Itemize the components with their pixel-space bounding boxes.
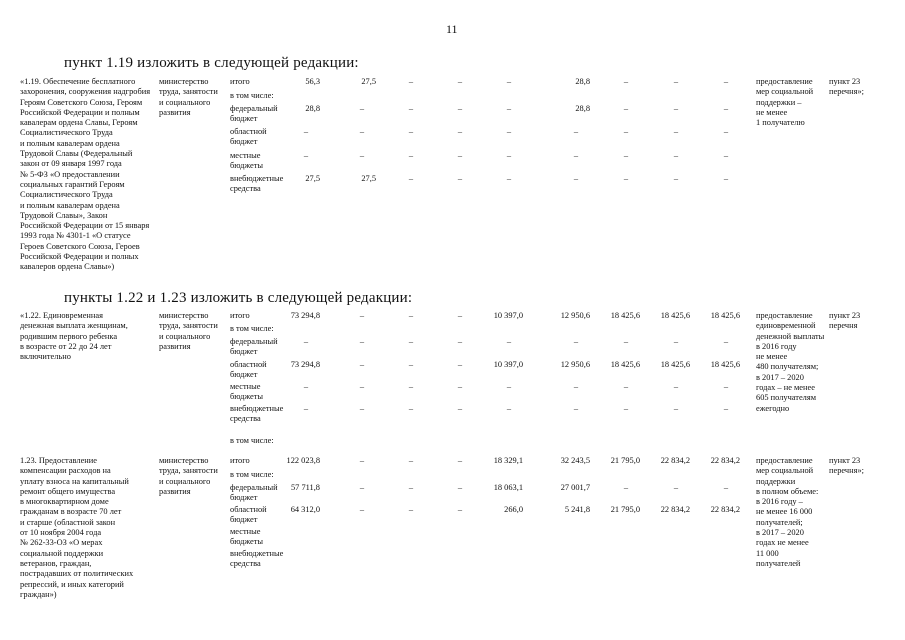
value-cell: – bbox=[506, 151, 512, 160]
value-cell: – bbox=[723, 127, 729, 136]
value-cell: 22 834,2 bbox=[710, 505, 740, 514]
value-cell: – bbox=[723, 337, 729, 346]
source-including: в том числе: bbox=[230, 470, 274, 479]
value-cell: – bbox=[408, 77, 414, 86]
value-cell: 22 834,2 bbox=[660, 456, 690, 465]
value-cell: – bbox=[723, 404, 729, 413]
value-cell: 28,8 bbox=[575, 104, 590, 113]
value-cell: – bbox=[359, 483, 365, 492]
source-federal: федеральный бюджет bbox=[230, 483, 278, 503]
value-cell: – bbox=[573, 337, 579, 346]
value-cell: – bbox=[623, 77, 629, 86]
value-cell: – bbox=[457, 337, 463, 346]
value-cell: – bbox=[408, 456, 414, 465]
value-cell: – bbox=[506, 174, 512, 183]
section-heading-1-19: пункт 1.19 изложить в следующей редакции: bbox=[64, 55, 359, 71]
value-cell: – bbox=[303, 337, 309, 346]
value-cell: – bbox=[408, 174, 414, 183]
value-cell: 27,5 bbox=[305, 174, 320, 183]
value-cell: – bbox=[408, 311, 414, 320]
value-cell: 32 243,5 bbox=[560, 456, 590, 465]
value-cell: – bbox=[623, 151, 629, 160]
expected-result: предоставление мер социальной поддержки в полном объеме: в 2016 году – не менее 16 000 получателей; в 2017 – 2020 годах не менее 11 000 получателей bbox=[756, 456, 819, 568]
source-including-trailing: в том числе: bbox=[230, 436, 274, 445]
value-cell: – bbox=[673, 104, 679, 113]
value-cell: – bbox=[723, 382, 729, 391]
value-cell: – bbox=[623, 483, 629, 492]
value-cell: 5 241,8 bbox=[564, 505, 590, 514]
value-cell: – bbox=[506, 77, 512, 86]
value-cell: – bbox=[673, 404, 679, 413]
value-cell: 18 425,6 bbox=[710, 311, 740, 320]
section-heading-1-22-1-23: пункты 1.22 и 1.23 изложить в следующей редакции: bbox=[64, 290, 413, 306]
value-cell: – bbox=[359, 127, 365, 136]
value-cell: – bbox=[457, 151, 463, 160]
value-cell: – bbox=[673, 382, 679, 391]
measure-name: «1.19. Обеспечение бесплатного захоронения, сооружения надгробия Героям Советского Союза, Героям Российской Федерации и полным кавалерам ордена Славы, Героям Социалистического Труда и полным кавалерам ордена Трудовой Славы (Федеральный закон от 09 января 1997 года № 5-ФЗ «О предоставлении социальных гарантий Героям Социалистического Труда и полным кавалерам ордена Трудовой Славы», Закон Российской Федерации от 15 января 1993 года № 4301-1 «О статусе Героев Советского Союза, Героев Российской Федерации и полных кавалеров ордена Славы») bbox=[20, 77, 151, 272]
value-cell: – bbox=[673, 337, 679, 346]
source-local: местные бюджеты bbox=[230, 151, 264, 171]
measure-name: «1.22. Единовременная денежная выплата женщинам, родившим первого ребенка в возрасте от 22 до 24 лет включительно bbox=[20, 311, 128, 362]
source-including: в том числе: bbox=[230, 91, 274, 100]
source-regional: областной бюджет bbox=[230, 127, 267, 147]
value-cell: – bbox=[573, 404, 579, 413]
value-cell: – bbox=[408, 104, 414, 113]
list-reference: пункт 23 перечня»; bbox=[829, 77, 864, 97]
value-cell: 18 425,6 bbox=[660, 360, 690, 369]
value-cell: – bbox=[457, 404, 463, 413]
value-cell: 22 834,2 bbox=[710, 456, 740, 465]
source-including: в том числе: bbox=[230, 324, 274, 333]
value-cell: 18 425,6 bbox=[660, 311, 690, 320]
source-regional: областной бюджет bbox=[230, 505, 267, 525]
source-extrabudgetary: внебюджетные средства bbox=[230, 404, 284, 424]
value-cell: – bbox=[359, 360, 365, 369]
value-cell: 57 711,8 bbox=[290, 483, 320, 492]
value-cell: 18 063,1 bbox=[493, 483, 523, 492]
source-extrabudgetary: внебюджетные средства bbox=[230, 549, 284, 569]
value-cell: – bbox=[623, 127, 629, 136]
source-federal: федеральный бюджет bbox=[230, 104, 278, 124]
value-cell: 22 834,2 bbox=[660, 505, 690, 514]
value-cell: – bbox=[506, 404, 512, 413]
value-cell: – bbox=[359, 505, 365, 514]
value-cell: – bbox=[573, 174, 579, 183]
value-cell: – bbox=[359, 151, 365, 160]
list-reference: пункт 23 перечня»; bbox=[829, 456, 864, 476]
value-cell: – bbox=[673, 127, 679, 136]
value-cell: – bbox=[457, 505, 463, 514]
value-cell: – bbox=[723, 77, 729, 86]
measure-name: 1.23. Предоставление компенсации расходов на уплату взноса на капитальный ремонт общего имущества в многоквартирном доме гражданам в возрасте 70 лет и старше (областной закон от 10 ноября 2004 года № 262-33-ОЗ «О мерах социальной поддержки ветеранов, граждан, пострадавших от политических репрессий, и иных категорий граждан») bbox=[20, 456, 134, 599]
value-cell: – bbox=[723, 104, 729, 113]
value-cell: 28,8 bbox=[575, 77, 590, 86]
source-total: итого bbox=[230, 456, 250, 465]
source-federal: федеральный бюджет bbox=[230, 337, 278, 357]
value-cell: – bbox=[408, 404, 414, 413]
value-cell: – bbox=[723, 174, 729, 183]
value-cell: 18 425,6 bbox=[610, 311, 640, 320]
value-cell: – bbox=[623, 382, 629, 391]
source-local: местные бюджеты bbox=[230, 382, 264, 402]
value-cell: 27,5 bbox=[361, 174, 376, 183]
value-cell: – bbox=[359, 311, 365, 320]
value-cell: 64 312,0 bbox=[290, 505, 320, 514]
value-cell: 73 294,8 bbox=[290, 360, 320, 369]
value-cell: 28,8 bbox=[305, 104, 320, 113]
value-cell: – bbox=[408, 483, 414, 492]
value-cell: – bbox=[723, 483, 729, 492]
executor: министерство труда, занятости и социального развития bbox=[159, 77, 218, 117]
value-cell: – bbox=[359, 104, 365, 113]
value-cell: – bbox=[457, 77, 463, 86]
expected-result: предоставление мер социальной поддержки – не менее 1 получателю bbox=[756, 77, 814, 128]
value-cell: – bbox=[457, 127, 463, 136]
source-regional: областной бюджет bbox=[230, 360, 267, 380]
value-cell: – bbox=[623, 174, 629, 183]
value-cell: – bbox=[408, 337, 414, 346]
value-cell: – bbox=[303, 382, 309, 391]
value-cell: 18 329,1 bbox=[493, 456, 523, 465]
value-cell: – bbox=[408, 360, 414, 369]
value-cell: – bbox=[457, 483, 463, 492]
value-cell: – bbox=[457, 360, 463, 369]
value-cell: 122 023,8 bbox=[286, 456, 320, 465]
source-extrabudgetary: внебюджетные средства bbox=[230, 174, 284, 194]
value-cell: 12 950,6 bbox=[560, 360, 590, 369]
value-cell: – bbox=[457, 382, 463, 391]
source-total: итого bbox=[230, 311, 250, 320]
value-cell: – bbox=[506, 104, 512, 113]
value-cell: – bbox=[457, 104, 463, 113]
value-cell: – bbox=[359, 456, 365, 465]
value-cell: 73 294,8 bbox=[290, 311, 320, 320]
value-cell: 10 397,0 bbox=[493, 311, 523, 320]
expected-result: предоставление единовременной денежной выплаты в 2016 году не менее 480 получателям; в 2017 – 2020 годах – не менее 605 получателям ежегодно bbox=[756, 311, 825, 413]
value-cell: – bbox=[408, 151, 414, 160]
executor: министерство труда, занятости и социального развития bbox=[159, 311, 218, 351]
value-cell: – bbox=[723, 151, 729, 160]
value-cell: 56,3 bbox=[305, 77, 320, 86]
value-cell: – bbox=[457, 456, 463, 465]
value-cell: – bbox=[506, 337, 512, 346]
value-cell: – bbox=[506, 382, 512, 391]
value-cell: 12 950,6 bbox=[560, 311, 590, 320]
value-cell: – bbox=[623, 337, 629, 346]
value-cell: – bbox=[303, 127, 309, 136]
value-cell: – bbox=[359, 404, 365, 413]
value-cell: – bbox=[573, 382, 579, 391]
value-cell: 18 425,6 bbox=[710, 360, 740, 369]
source-total: итого bbox=[230, 77, 250, 86]
value-cell: – bbox=[573, 127, 579, 136]
value-cell: – bbox=[408, 127, 414, 136]
value-cell: – bbox=[673, 151, 679, 160]
list-reference: пункт 23 перечня bbox=[829, 311, 861, 331]
value-cell: – bbox=[359, 337, 365, 346]
value-cell: – bbox=[506, 127, 512, 136]
value-cell: – bbox=[408, 382, 414, 391]
value-cell: – bbox=[457, 174, 463, 183]
source-local: местные бюджеты bbox=[230, 527, 264, 547]
value-cell: 27,5 bbox=[361, 77, 376, 86]
value-cell: 21 795,0 bbox=[610, 505, 640, 514]
value-cell: – bbox=[408, 505, 414, 514]
value-cell: – bbox=[359, 382, 365, 391]
value-cell: – bbox=[457, 311, 463, 320]
value-cell: 266,0 bbox=[504, 505, 523, 514]
value-cell: – bbox=[673, 174, 679, 183]
value-cell: 27 001,7 bbox=[560, 483, 590, 492]
page-number: 11 bbox=[446, 22, 458, 36]
value-cell: – bbox=[673, 77, 679, 86]
value-cell: 21 795,0 bbox=[610, 456, 640, 465]
executor: министерство труда, занятости и социального развития bbox=[159, 456, 218, 496]
value-cell: – bbox=[623, 104, 629, 113]
value-cell: – bbox=[303, 404, 309, 413]
value-cell: – bbox=[573, 151, 579, 160]
value-cell: 18 425,6 bbox=[610, 360, 640, 369]
value-cell: 10 397,0 bbox=[493, 360, 523, 369]
value-cell: – bbox=[673, 483, 679, 492]
value-cell: – bbox=[303, 151, 309, 160]
value-cell: – bbox=[623, 404, 629, 413]
